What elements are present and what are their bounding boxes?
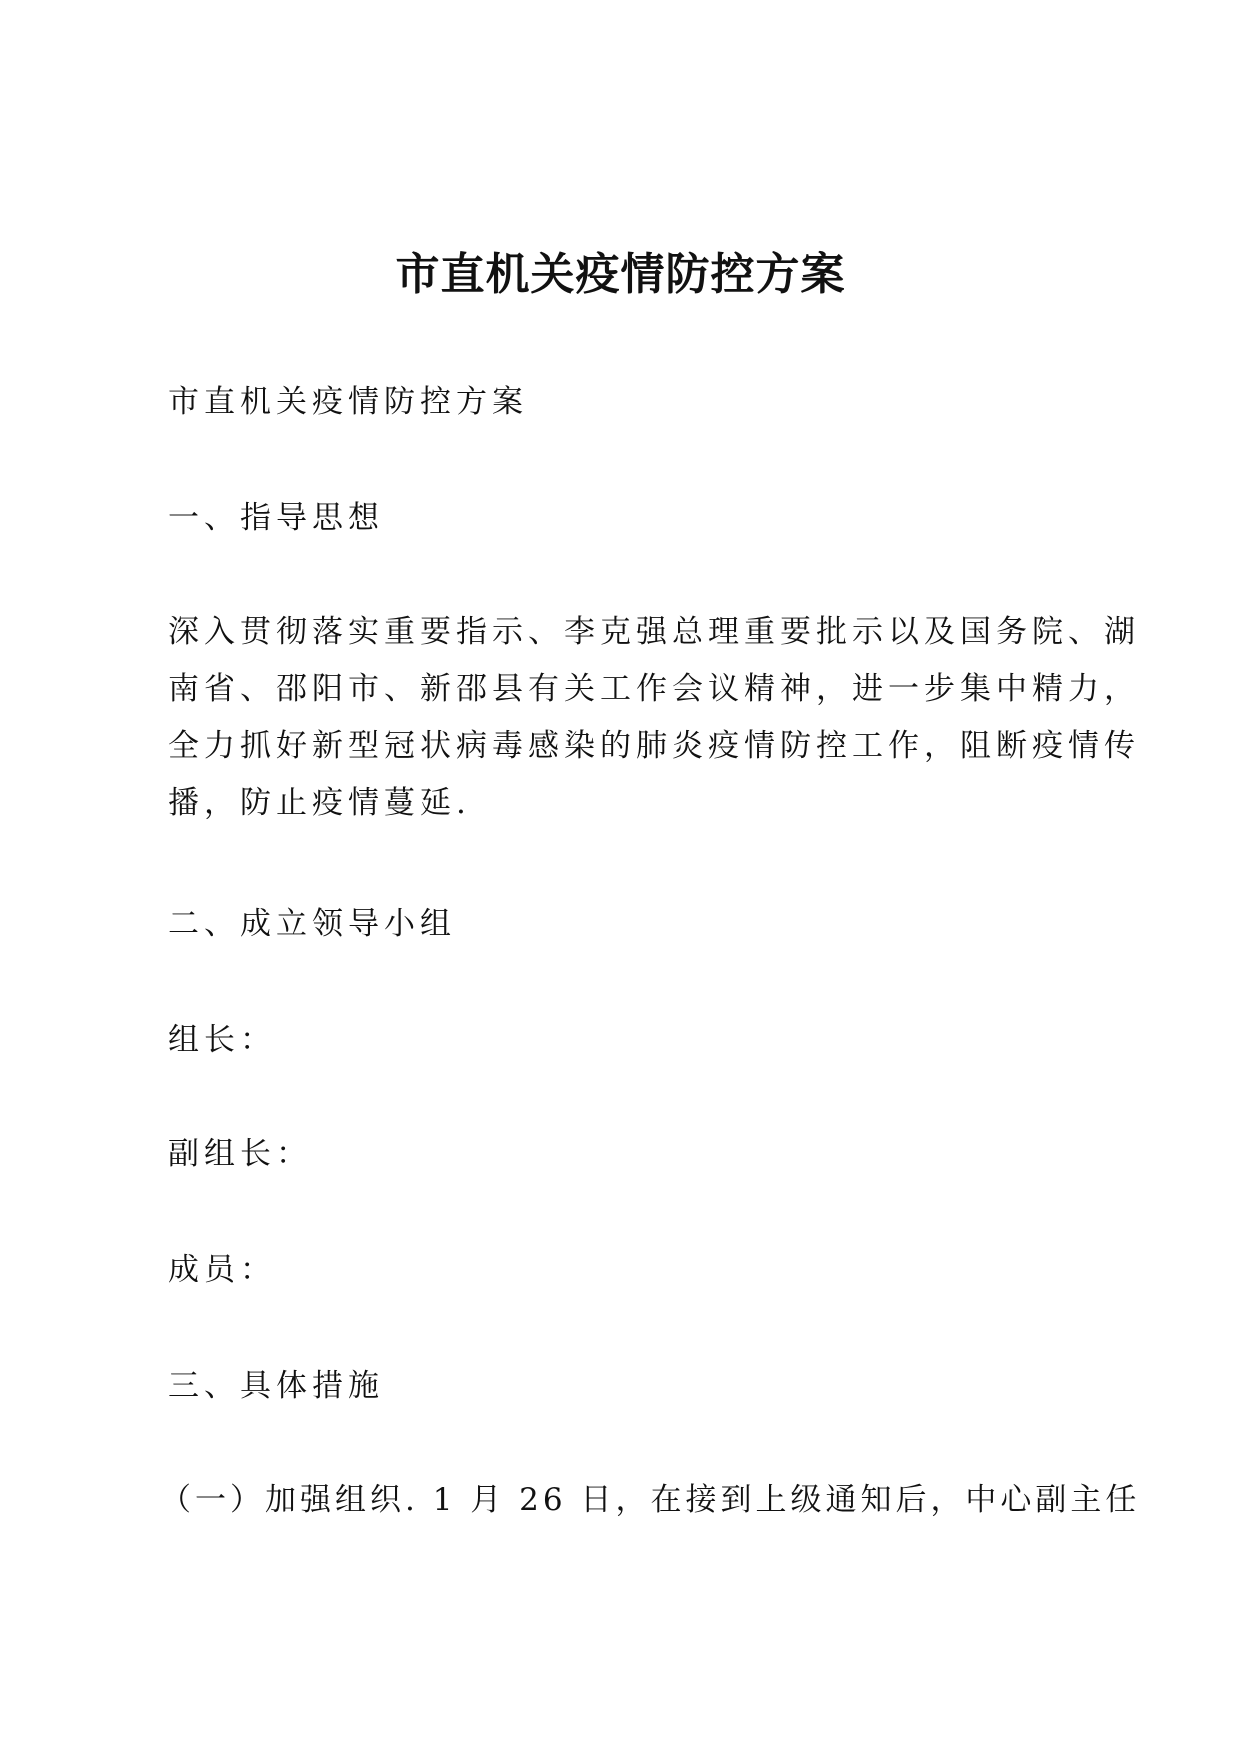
measure-1-text: （一）加强组织. 1 月 26 日，在接到上级通知后，中心副主任 bbox=[160, 1482, 1141, 1518]
section-1-body-line: 南省、邵阳市、新邵县有关工作会议精神，进一步集中精力， bbox=[168, 671, 1140, 707]
section-2-heading: 二、成立领导小组 bbox=[168, 906, 456, 942]
document-subtitle: 市直机关疫情防控方案 bbox=[168, 384, 528, 420]
deputy-leader-label: 副组长： bbox=[168, 1136, 312, 1172]
document-title: 市直机关疫情防控方案 bbox=[395, 249, 846, 300]
section-1-body-line: 全力抓好新型冠状病毒感染的肺炎疫情防控工作，阻断疫情传 bbox=[168, 728, 1140, 764]
section-1-body bbox=[168, 604, 1140, 832]
section-1-body-line: 播，防止疫情蔓延. bbox=[168, 785, 471, 821]
section-1-body-line: 深入贯彻落实重要指示、李克强总理重要批示以及国务院、湖 bbox=[168, 614, 1140, 650]
leader-label: 组长： bbox=[168, 1022, 276, 1058]
section-1-heading: 一、指导思想 bbox=[168, 500, 384, 536]
members-label: 成员： bbox=[168, 1252, 276, 1288]
section-3-heading: 三、具体措施 bbox=[168, 1368, 384, 1404]
